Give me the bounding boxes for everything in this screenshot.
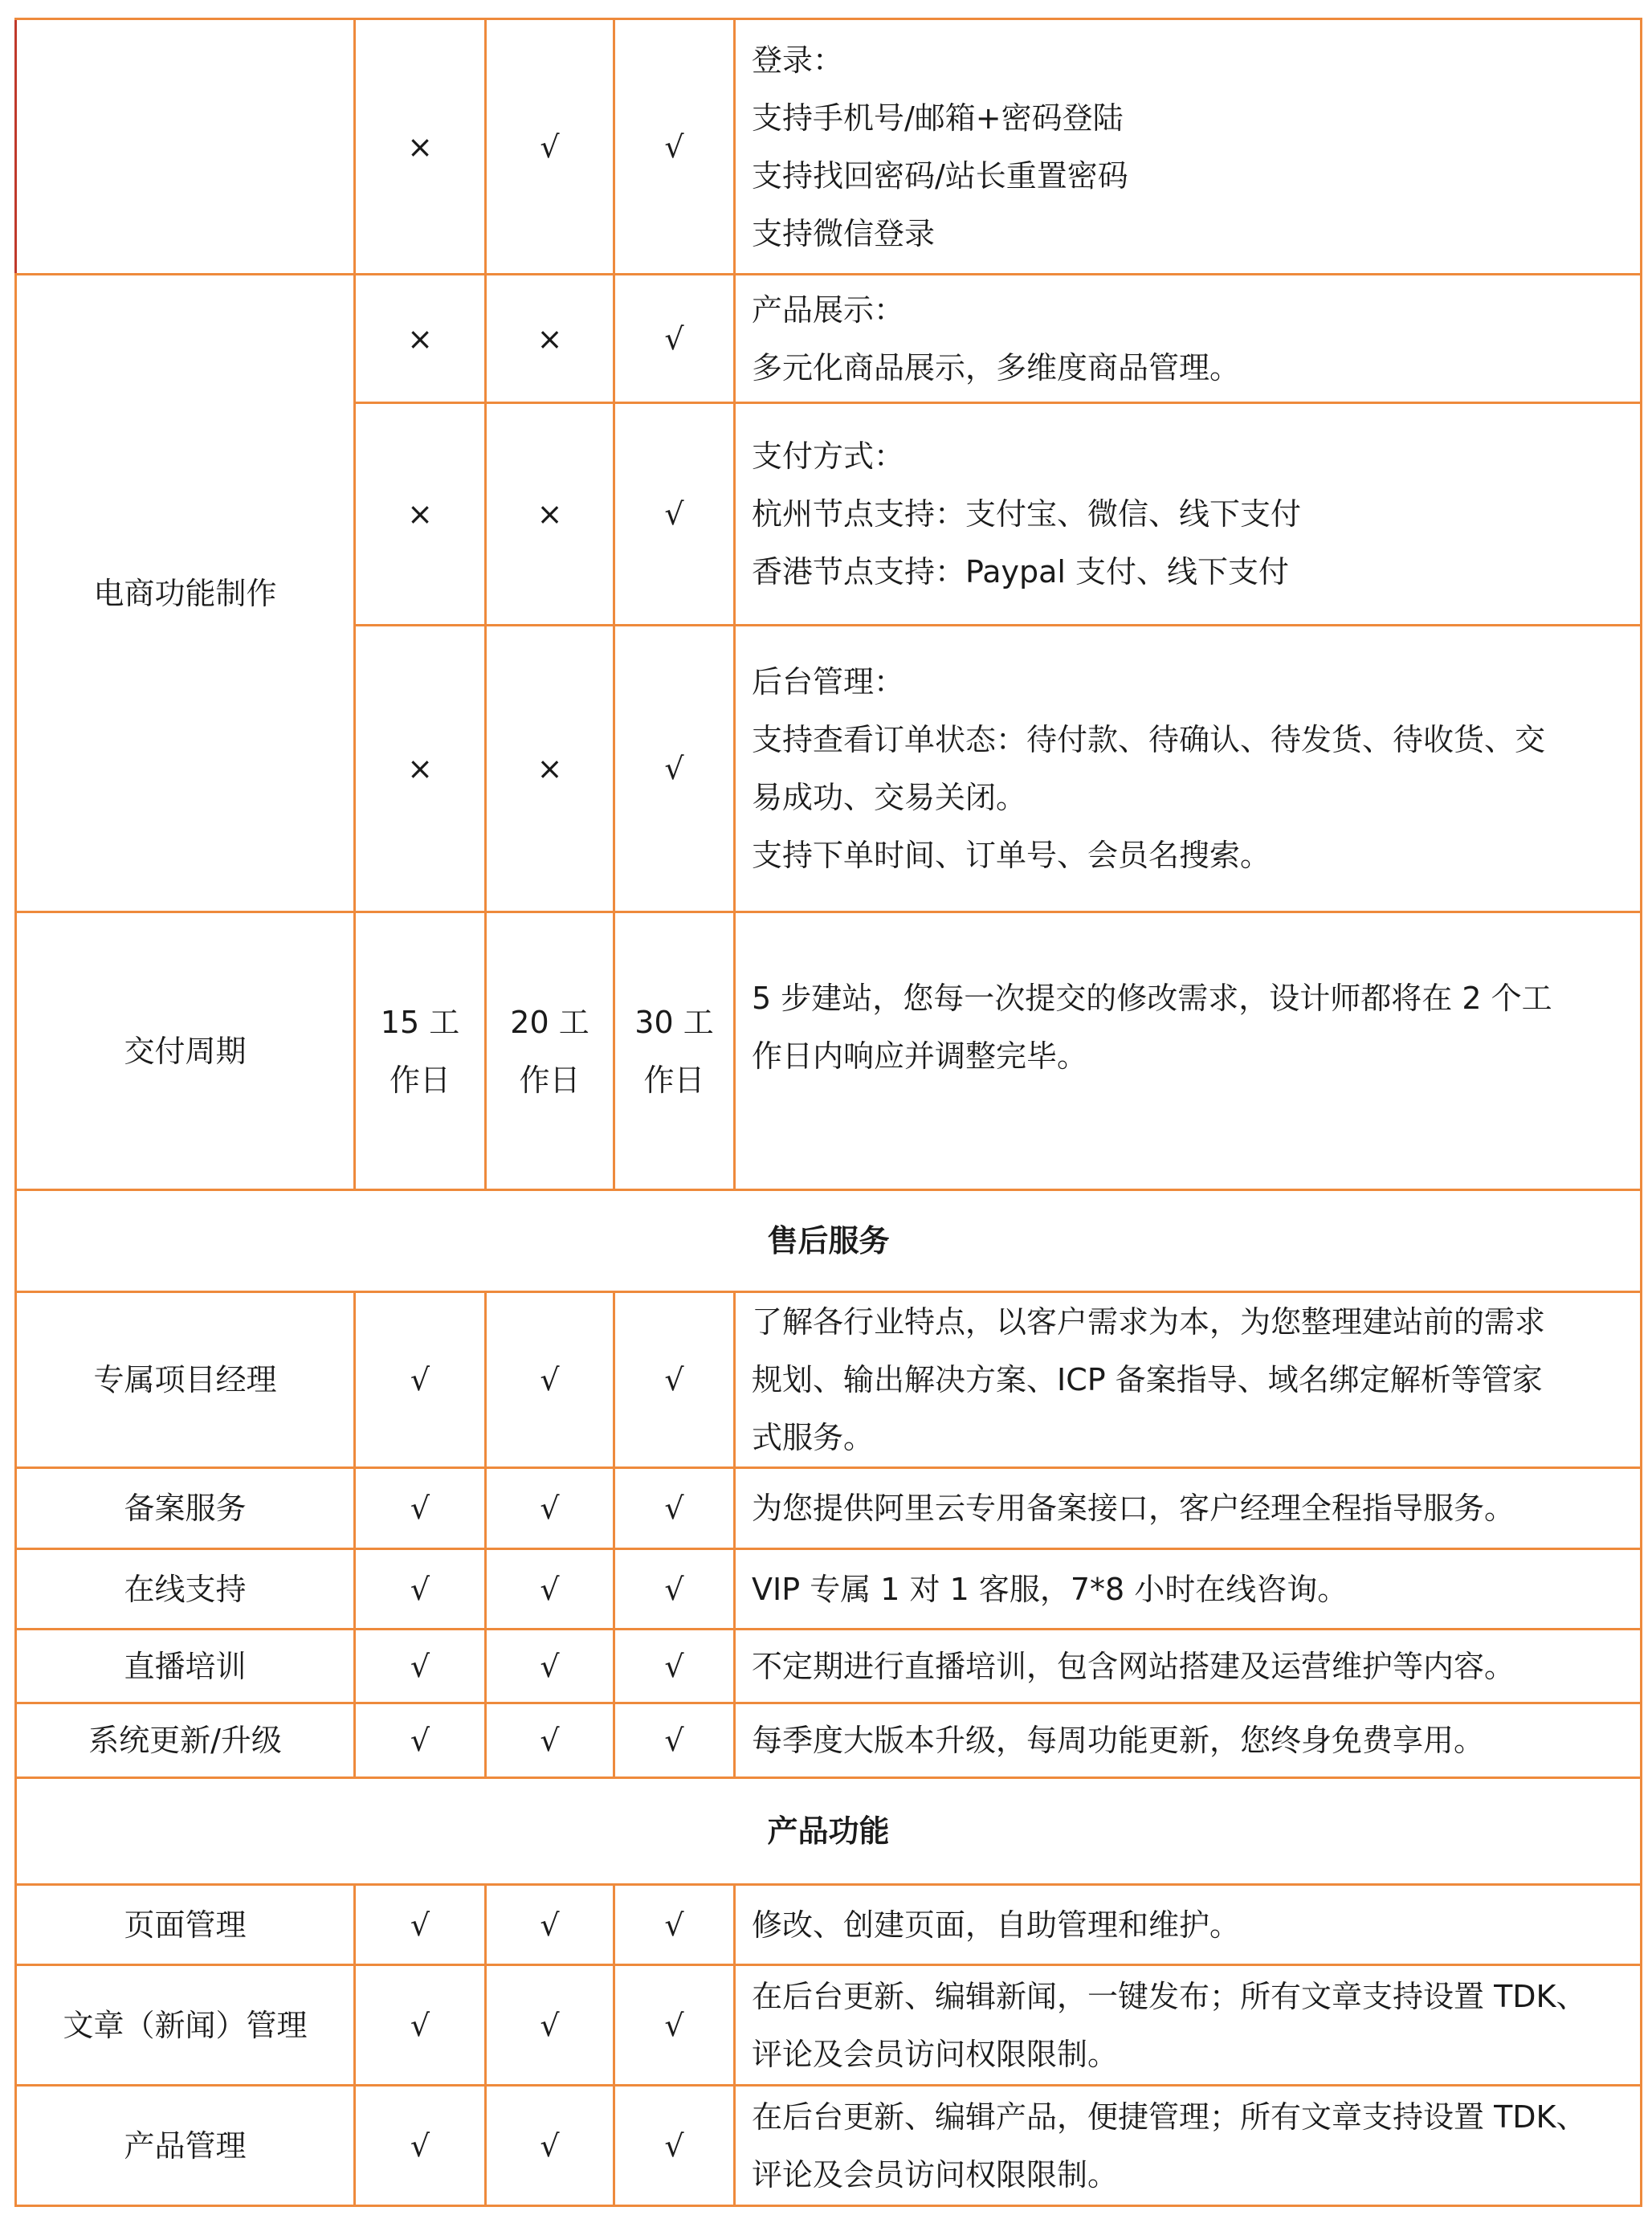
row-label — [16, 19, 355, 275]
section-title: 产品功能 — [16, 1778, 1642, 1885]
plan-3-mark: √ — [614, 1885, 735, 1965]
description-line: 规划、输出解决方案、ICP 备案指导、域名绑定解析等管家 — [752, 1362, 1543, 1397]
feature-description — [735, 1292, 1642, 1468]
row-label: 产品管理 — [16, 2086, 355, 2206]
plan-2-mark: √ — [486, 1549, 614, 1630]
section-header-product-features — [16, 1778, 1642, 1885]
section-header-after-sales — [16, 1190, 1642, 1292]
feature-description — [735, 626, 1642, 912]
feature-description: VIP 专属 1 对 1 客服，7*8 小时在线咨询。 — [735, 1549, 1642, 1630]
feature-description — [735, 275, 1642, 403]
plan-1-mark: × — [355, 403, 486, 626]
description-line: 5 步建站，您每一次提交的修改需求，设计师都将在 2 个工 — [752, 981, 1552, 1016]
feature-description: 为您提供阿里云专用备案接口，客户经理全程指导服务。 — [735, 1468, 1642, 1549]
plan-1-mark: × — [355, 275, 486, 403]
plan-2-mark: √ — [486, 1468, 614, 1549]
plan-1-mark: √ — [355, 1468, 486, 1549]
plan-1-mark: √ — [355, 1885, 486, 1965]
plan-1-mark: √ — [355, 1965, 486, 2086]
plan-3-mark: √ — [614, 1549, 735, 1630]
table-row-system-update — [16, 1703, 1642, 1778]
plan-1-mark: √ — [355, 1292, 486, 1468]
plan-3-mark: √ — [614, 1468, 735, 1549]
row-label: 电商功能制作 — [16, 275, 355, 912]
description-line: 评论及会员访问权限限制。 — [752, 2036, 1119, 2072]
feature-description — [735, 912, 1642, 1190]
description-line: 作日内响应并调整完毕。 — [752, 1038, 1088, 1074]
description-line: 多元化商品展示，多维度商品管理。 — [752, 349, 1241, 385]
description-line: 易成功、交易关闭。 — [752, 780, 1027, 815]
description-line: 在后台更新、编辑产品，便捷管理；所有文章支持设置 TDK、 — [752, 2099, 1587, 2135]
plan-3-mark: √ — [614, 1965, 735, 2086]
table-row-filing — [16, 1468, 1642, 1549]
plan-1-mark: √ — [355, 1703, 486, 1778]
plan-2-mark: × — [486, 275, 614, 403]
plan-2-mark: √ — [486, 1965, 614, 2086]
plan-3-mark: √ — [614, 626, 735, 912]
plan-2-mark: × — [486, 403, 614, 626]
plan-1-delivery — [355, 912, 486, 1190]
plan-2-mark: √ — [486, 1703, 614, 1778]
feature-description — [735, 1965, 1642, 2086]
plan-1-mark: √ — [355, 1549, 486, 1630]
description-line: 后台管理： — [752, 664, 905, 700]
delivery-line: 作日 — [389, 1062, 451, 1098]
table-row-delivery — [16, 912, 1642, 1190]
feature-comparison-table — [14, 18, 1642, 2207]
section-title: 售后服务 — [16, 1190, 1642, 1292]
plan-3-delivery — [614, 912, 735, 1190]
plan-1-mark: × — [355, 19, 486, 275]
table-row-login — [16, 19, 1642, 275]
description-line: 香港节点支持：Paypal 支付、线下支付 — [752, 554, 1290, 589]
plan-3-mark: √ — [614, 2086, 735, 2206]
description-line: 支付方式： — [752, 439, 905, 474]
table-row-live-training — [16, 1630, 1642, 1703]
plan-3-mark: √ — [614, 19, 735, 275]
description-line: 评论及会员访问权限限制。 — [752, 2156, 1119, 2193]
row-label: 在线支持 — [16, 1549, 355, 1630]
feature-description: 每季度大版本升级，每周功能更新，您终身免费享用。 — [735, 1703, 1642, 1778]
plan-2-delivery — [486, 912, 614, 1190]
row-label: 备案服务 — [16, 1468, 355, 1549]
delivery-line: 作日 — [519, 1062, 581, 1098]
row-label: 交付周期 — [16, 912, 355, 1190]
description-line: 在后台更新、编辑新闻，一键发布；所有文章支持设置 TDK、 — [752, 1978, 1587, 2014]
description-line: 登录： — [752, 42, 844, 78]
plan-3-mark: √ — [614, 403, 735, 626]
plan-3-mark: √ — [614, 1630, 735, 1703]
feature-description — [735, 2086, 1642, 2206]
delivery-line: 作日 — [643, 1062, 705, 1098]
row-label: 直播培训 — [16, 1630, 355, 1703]
description-line: 杭州节点支持：支付宝、微信、线下支付 — [752, 496, 1302, 532]
row-label: 专属项目经理 — [16, 1292, 355, 1468]
plan-2-mark: √ — [486, 1630, 614, 1703]
plan-2-mark: √ — [486, 1885, 614, 1965]
delivery-line: 15 工 — [380, 1004, 460, 1040]
plan-1-mark: × — [355, 626, 486, 912]
table-row-page-management — [16, 1885, 1642, 1965]
row-label: 系统更新/升级 — [16, 1703, 355, 1778]
delivery-line: 20 工 — [510, 1004, 589, 1040]
row-label: 文章（新闻）管理 — [16, 1965, 355, 2086]
feature-description: 修改、创建页面，自助管理和维护。 — [735, 1885, 1642, 1965]
description-line: 支持找回密码/站长重置密码 — [752, 157, 1128, 194]
delivery-line: 30 工 — [634, 1004, 714, 1040]
plan-2-mark: √ — [486, 1292, 614, 1468]
description-line: 了解各行业特点，以客户需求为本，为您整理建站前的需求 — [752, 1304, 1546, 1340]
plan-3-mark: √ — [614, 1292, 735, 1468]
plan-2-mark: √ — [486, 19, 614, 275]
plan-3-mark: √ — [614, 1703, 735, 1778]
plan-2-mark: √ — [486, 2086, 614, 2206]
description-line: 支持微信登录 — [752, 215, 936, 251]
table-row-article-management — [16, 1965, 1642, 2086]
description-line: 产品展示： — [752, 292, 905, 328]
feature-description — [735, 19, 1642, 275]
description-line: 支持手机号/邮箱+密码登陆 — [752, 100, 1124, 136]
feature-description: 不定期进行直播培训，包含网站搭建及运营维护等内容。 — [735, 1630, 1642, 1703]
table-row-online-support — [16, 1549, 1642, 1630]
feature-description — [735, 403, 1642, 626]
description-line: 式服务。 — [752, 1420, 875, 1455]
plan-2-mark: × — [486, 626, 614, 912]
table-row-product-display — [16, 275, 1642, 403]
plan-1-mark: √ — [355, 1630, 486, 1703]
plan-1-mark: √ — [355, 2086, 486, 2206]
table-row-project-manager — [16, 1292, 1642, 1468]
description-line: 支持下单时间、订单号、会员名搜索。 — [752, 838, 1271, 873]
table-row-product-management — [16, 2086, 1642, 2206]
description-line: 支持查看订单状态：待付款、待确认、待发货、待收货、交 — [752, 722, 1546, 757]
plan-3-mark: √ — [614, 275, 735, 403]
row-label: 页面管理 — [16, 1885, 355, 1965]
